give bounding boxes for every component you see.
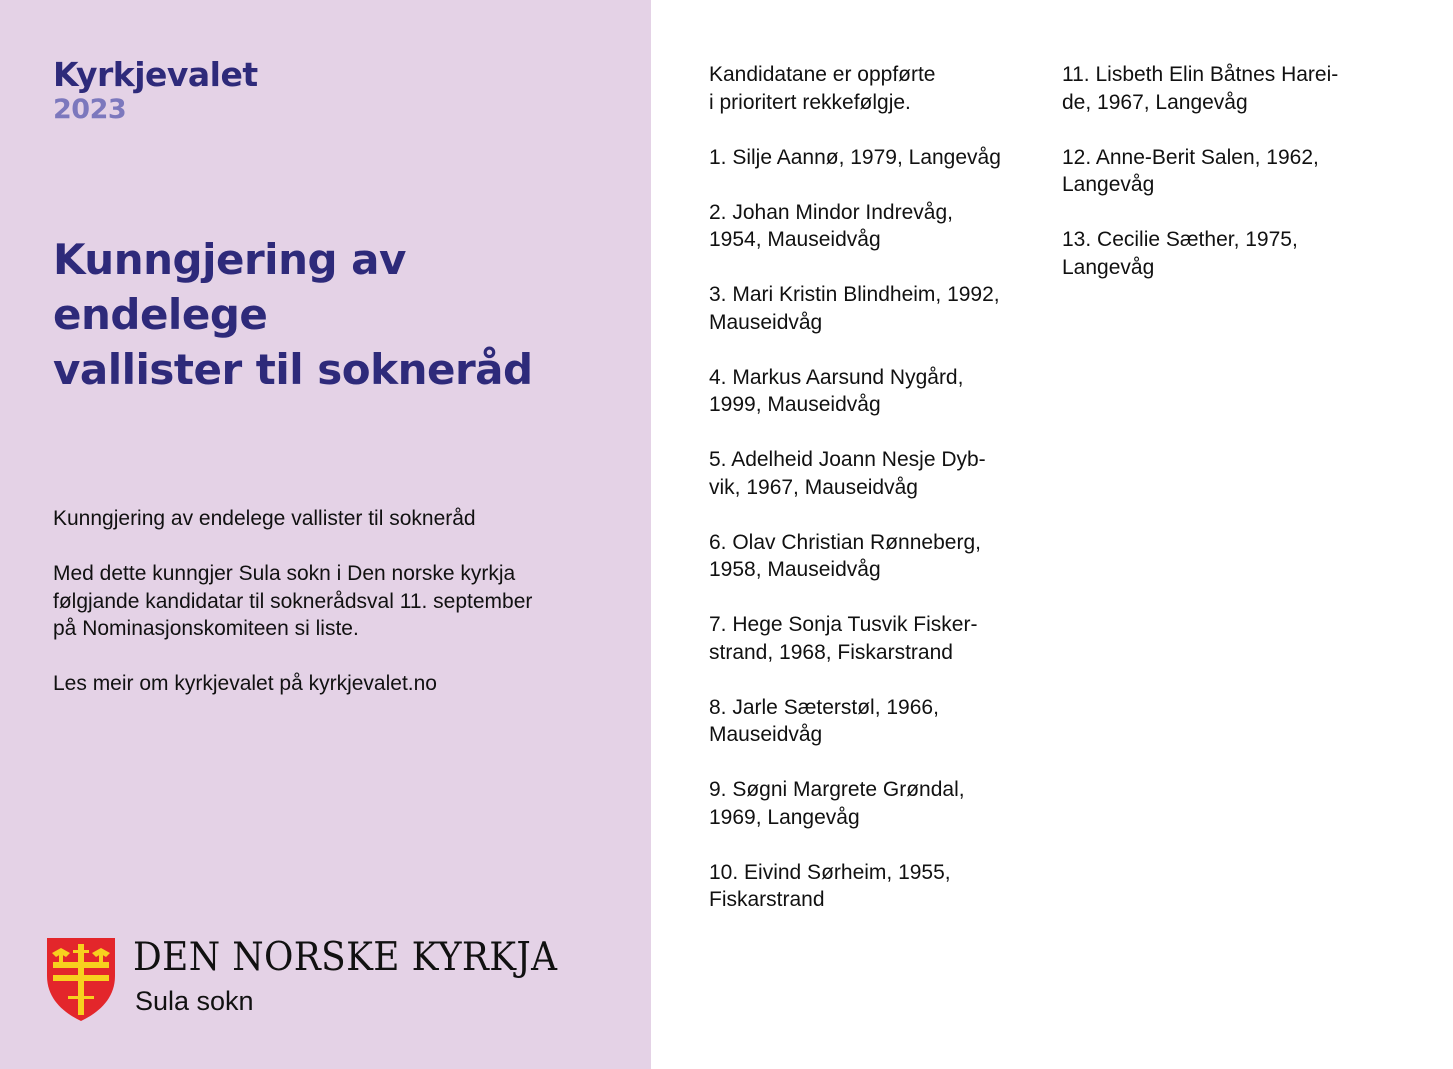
candidate-11 [1062, 61, 1392, 116]
announcement-line: Med dette kunngjer Sula sokn i Den norske kyrkja [53, 562, 516, 585]
candidate-3 [709, 281, 1039, 336]
candidate-4 [709, 364, 1039, 419]
candidate-line: Langevåg [1062, 173, 1155, 196]
candidate-line: 12. Anne-Berit Salen, 1962, [1062, 145, 1319, 169]
candidate-line: 2. Johan Mindor Indrevåg, [709, 200, 953, 224]
intro-line: Kandidatane er oppførte [709, 63, 936, 86]
candidate-line: 1969, Langevåg [709, 805, 860, 829]
candidate-intro [709, 61, 1039, 116]
candidate-line: 6. Olav Christian Rønneberg, [709, 530, 981, 554]
candidate-5 [709, 446, 1039, 501]
more-info-note: Les meir om kyrkjevalet på kyrkjevalet.no [53, 672, 437, 695]
candidate-2 [709, 199, 1039, 254]
candidate-line: Mauseidvåg [709, 723, 823, 746]
announcement-paragraph [53, 560, 613, 643]
candidate-line: 13. Cecilie Sæther, 1975, [1062, 228, 1298, 251]
candidate-line: Fiskarstrand [709, 888, 825, 911]
candidate-line: 1. Silje Aannø, 1979, Langevåg [709, 145, 1001, 169]
parish-name: Sula sokn [135, 986, 254, 1016]
announcement-body [53, 505, 613, 725]
candidate-list-column-1 [709, 61, 1039, 941]
candidate-line: vik, 1967, Mauseidvåg [709, 475, 918, 499]
announcement-title: Kunngjering av endelege vallister til sokneråd [53, 507, 476, 530]
candidate-line: 7. Hege Sonja Tusvik Fisker- [709, 613, 978, 636]
intro-line: i prioritert rekkefølgje. [709, 90, 911, 114]
candidate-line: 8. Jarle Sæterstøl, 1966, [709, 695, 939, 719]
page-title [53, 232, 613, 397]
candidate-13 [1062, 226, 1392, 281]
title-line-2: vallister til sokneråd [53, 345, 533, 394]
candidate-line: 1999, Mauseidvåg [709, 393, 881, 416]
church-logo [46, 936, 606, 1026]
candidate-9 [709, 776, 1039, 831]
candidate-line: 3. Mari Kristin Blindheim, 1992, [709, 283, 1000, 306]
announcement-line: følgjande kandidatar til soknerådsval 11. september [53, 589, 533, 613]
candidate-7 [709, 611, 1039, 666]
brand-name: Kyrkjevalet [53, 55, 258, 94]
candidate-line: Mauseidvåg [709, 310, 823, 334]
brand-year: 2023 [53, 94, 127, 125]
title-line-1: Kunngjering av endelege [53, 235, 406, 339]
candidate-line: 5. Adelheid Joann Nesje Dyb- [709, 448, 986, 471]
candidate-line: 11. Lisbeth Elin Båtnes Harei- [1062, 63, 1339, 86]
candidate-line: Langevåg [1062, 255, 1155, 279]
candidate-6 [709, 529, 1039, 584]
candidate-line: de, 1967, Langevåg [1062, 90, 1248, 114]
candidate-10 [709, 859, 1039, 914]
left-panel [0, 0, 651, 1069]
candidate-line: 1954, Mauseidvåg [709, 228, 881, 251]
candidate-list-column-2 [1062, 61, 1392, 309]
candidate-line: strand, 1968, Fiskarstrand [709, 640, 953, 664]
candidate-1 [709, 144, 1039, 172]
candidate-line: 9. Søgni Margrete Grøndal, [709, 778, 965, 801]
announcement-line: på Nominasjonskomiteen si liste. [53, 617, 359, 640]
candidate-line: 1958, Mauseidvåg [709, 558, 881, 581]
church-shield-icon [46, 936, 116, 1022]
church-name: DEN NORSKE KYRKJA [133, 935, 558, 980]
candidate-line: 10. Eivind Sørheim, 1955, [709, 860, 951, 884]
candidate-8 [709, 694, 1039, 749]
candidate-line: 4. Markus Aarsund Nygård, [709, 365, 964, 389]
brand-wordmark [53, 55, 258, 125]
candidate-12 [1062, 144, 1392, 199]
